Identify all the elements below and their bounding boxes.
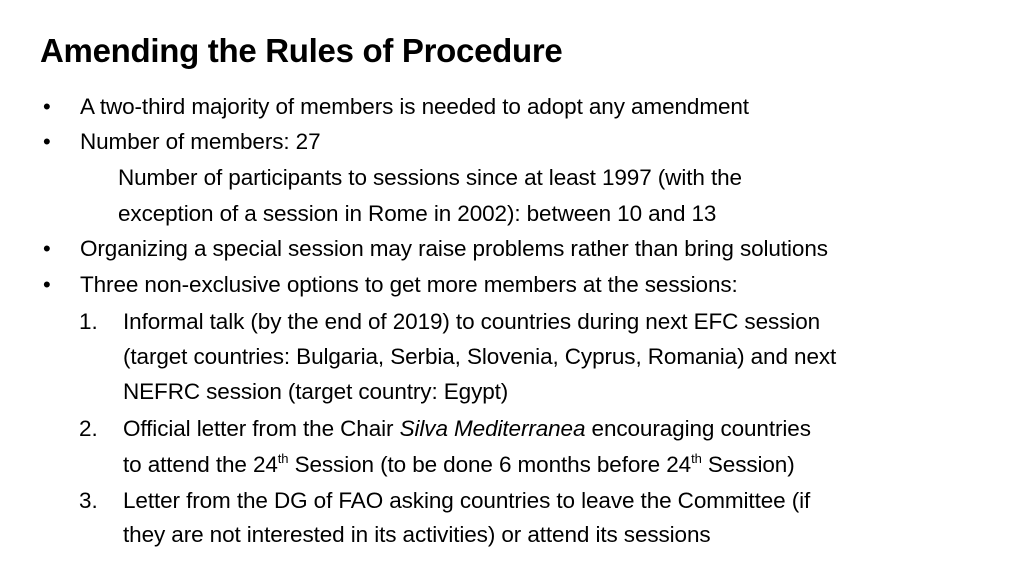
option-number: 2. [79, 416, 98, 441]
slide-title: Amending the Rules of Procedure [40, 32, 563, 69]
bullet-icon: • [43, 94, 51, 119]
bullet-icon: • [43, 272, 51, 297]
option-3-line-1: Letter from the DG of FAO asking countries to leave the Committee (if [123, 488, 811, 513]
option-2-text: encouraging countries [585, 416, 811, 441]
bullet-icon: • [43, 129, 51, 154]
bullet-text-majority: A two-third majority of members is needed to adopt any amendment [80, 94, 749, 119]
option-2-line-2 [123, 450, 795, 480]
option-2-text: to attend the 24 [123, 452, 278, 477]
option-2-italic-name: Silva Mediterranea [399, 416, 586, 441]
option-number: 3. [79, 488, 98, 513]
option-3-line-2: they are not interested in its activities) or attend its sessions [123, 522, 711, 547]
bullet-text-special-session: Organizing a special session may raise problems rather than bring solutions [80, 236, 828, 261]
bullet-icon: • [43, 236, 51, 261]
option-1-line-3: NEFRC session (target country: Egypt) [123, 379, 509, 404]
option-2-line-1 [123, 414, 811, 444]
option-2-text: Session) [701, 452, 795, 477]
option-1-line-2: (target countries: Bulgaria, Serbia, Slovenia, Cyprus, Romania) and next [123, 344, 837, 369]
sub-text-participants-line-1: Number of participants to sessions since at least 1997 (with the [118, 165, 742, 190]
option-2-text: Session (to be done 6 months before 24 [288, 452, 692, 477]
superscript: th [277, 451, 289, 466]
option-number: 1. [79, 309, 98, 334]
superscript: th [691, 451, 702, 466]
option-1-line-1: Informal talk (by the end of 2019) to countries during next EFC session [123, 309, 821, 334]
bullet-text-members: Number of members: 27 [80, 129, 321, 154]
option-2-text: Official letter from the Chair [123, 416, 400, 441]
bullet-text-options: Three non-exclusive options to get more members at the sessions: [80, 272, 738, 297]
sub-text-participants-line-2: exception of a session in Rome in 2002): between 10 and 13 [118, 201, 717, 226]
